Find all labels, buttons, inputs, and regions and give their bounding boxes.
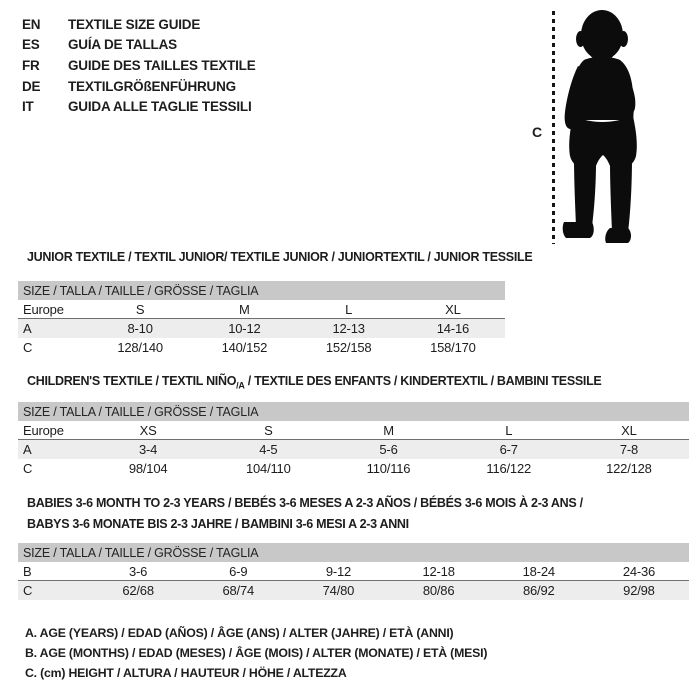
footnote-c: C. (cm) HEIGHT / ALTURA / HAUTEUR / HÖHE / ALTEZZA — [25, 666, 347, 680]
table-title-text: / TEXTILE DES ENFANTS / KINDERTEXTIL / BAMBINI TESSILE — [244, 374, 602, 388]
size-cell: 12-18 — [422, 563, 455, 579]
table-title-line2: BABYS 3-6 MONATE BIS 2-3 JAHRE / BAMBINI 3-6 MESI A 2-3 ANNI — [27, 517, 409, 531]
size-cell: 98/104 — [128, 461, 168, 476]
size-cell: 116/122 — [486, 461, 532, 476]
size-cell: M — [239, 301, 250, 317]
size-cell: M — [383, 422, 394, 438]
size-cell: 80/86 — [422, 583, 455, 598]
size-header-bar: SIZE / TALLA / TAILLE / GRÖSSE / TAGLIA — [18, 402, 689, 421]
size-cell: XL — [621, 422, 637, 438]
table-title-subscript: /A — [236, 380, 245, 391]
size-cell: 10-12 — [228, 321, 261, 336]
size-cell: 3-4 — [139, 442, 158, 457]
size-cell: 110/116 — [366, 461, 411, 476]
size-cell: 128/140 — [117, 340, 163, 355]
size-cell: 12-13 — [332, 321, 365, 336]
size-cell: L — [505, 422, 513, 438]
table-row — [18, 581, 689, 600]
size-header-bar: SIZE / TALLA / TAILLE / GRÖSSE / TAGLIA — [18, 543, 689, 562]
size-cell: 9-12 — [325, 563, 352, 579]
size-cell: S — [264, 422, 273, 438]
size-cell: 7-8 — [619, 442, 639, 457]
size-cell: 5-6 — [379, 442, 398, 457]
row-label: B — [23, 563, 32, 579]
language-title-list — [22, 14, 256, 117]
language-row — [22, 35, 256, 56]
size-cell: 14-16 — [436, 321, 469, 336]
size-cell: 6-7 — [499, 442, 518, 457]
language-row — [22, 76, 256, 97]
language-label: GUIDA ALLE TAGLIE TESSILI — [68, 99, 252, 115]
size-cell: 18-24 — [522, 563, 555, 579]
language-code: DE — [22, 78, 41, 94]
table-row — [18, 440, 689, 459]
table-row — [18, 459, 689, 478]
size-cell: 158/170 — [430, 340, 476, 355]
table-row — [18, 421, 689, 440]
size-cell: 3-6 — [128, 563, 148, 579]
row-label: C — [23, 340, 33, 355]
row-label: Europe — [23, 301, 64, 317]
size-cell: 6-9 — [229, 563, 248, 579]
size-header-bar: SIZE / TALLA / TAILLE / GRÖSSE / TAGLIA — [18, 281, 505, 300]
size-cell: L — [345, 301, 353, 317]
table-row — [18, 562, 689, 581]
size-cell: XS — [139, 422, 157, 438]
size-cell: 24-36 — [622, 563, 656, 579]
footnote-a: A. AGE (YEARS) / EDAD (AÑOS) / ÂGE (ANS) / ALTER (JAHRE) / ETÀ (ANNI) — [25, 626, 454, 640]
toddler-silhouette-image — [562, 8, 662, 246]
language-label: TEXTILGRÖßENFÜHRUNG — [68, 78, 236, 94]
size-cell: 74/80 — [322, 583, 355, 598]
table-row — [18, 300, 505, 319]
size-cell: 140/152 — [221, 340, 268, 355]
size-cell: 152/158 — [325, 340, 372, 355]
size-cell: 92/98 — [623, 583, 655, 598]
size-cell: XL — [445, 301, 461, 317]
footnote-b: B. AGE (MONTHS) / EDAD (MESES) / ÂGE (MOIS) / ALTER (MONATE) / ETÀ (MESI) — [25, 646, 488, 660]
size-cell: 68/74 — [222, 583, 255, 598]
measure-label-c: C — [531, 124, 543, 140]
size-cell: S — [135, 301, 145, 317]
size-cell: 122/128 — [606, 461, 652, 476]
language-code: IT — [22, 99, 34, 115]
language-label: GUIDE DES TAILLES TEXTILE — [68, 57, 256, 73]
junior-size-table — [18, 250, 533, 357]
table-row — [18, 319, 505, 338]
language-code: FR — [22, 57, 40, 73]
table-title — [18, 493, 689, 535]
row-label: Europe — [23, 422, 64, 438]
language-row — [22, 14, 256, 35]
row-label: C — [23, 583, 33, 598]
size-cell: 62/68 — [122, 583, 154, 598]
language-row — [22, 96, 256, 117]
row-label: A — [23, 442, 32, 457]
table-title-text: CHILDREN'S TEXTILE / TEXTIL NIÑO — [27, 374, 237, 388]
language-label: TEXTILE SIZE GUIDE — [68, 16, 201, 32]
language-row — [22, 55, 256, 76]
height-measure-dashed-line — [552, 11, 555, 244]
footnote-legend — [25, 623, 487, 683]
size-cell: 86/92 — [523, 583, 555, 598]
language-code: EN — [22, 16, 41, 32]
row-label: A — [23, 321, 32, 336]
size-cell: 8-10 — [127, 321, 153, 336]
babies-size-table — [18, 493, 689, 600]
table-title — [18, 374, 689, 391]
table-row — [18, 338, 505, 357]
table-title-line1: BABIES 3-6 MONTH TO 2-3 YEARS / BEBÉS 3-6 MESES A 2-3 AÑOS / BÉBÉS 3-6 MOIS À 2-3 ANS / — [27, 496, 583, 510]
language-code: ES — [22, 37, 40, 53]
row-label: C — [23, 461, 33, 476]
size-cell: 104/110 — [245, 461, 291, 476]
size-cell: 4-5 — [259, 442, 278, 457]
language-label: GUÍA DE TALLAS — [68, 37, 177, 53]
table-title: JUNIOR TEXTILE / TEXTIL JUNIOR/ TEXTILE JUNIOR / JUNIORTEXTIL / JUNIOR TESSILE — [27, 250, 533, 264]
children-size-table — [18, 374, 689, 478]
